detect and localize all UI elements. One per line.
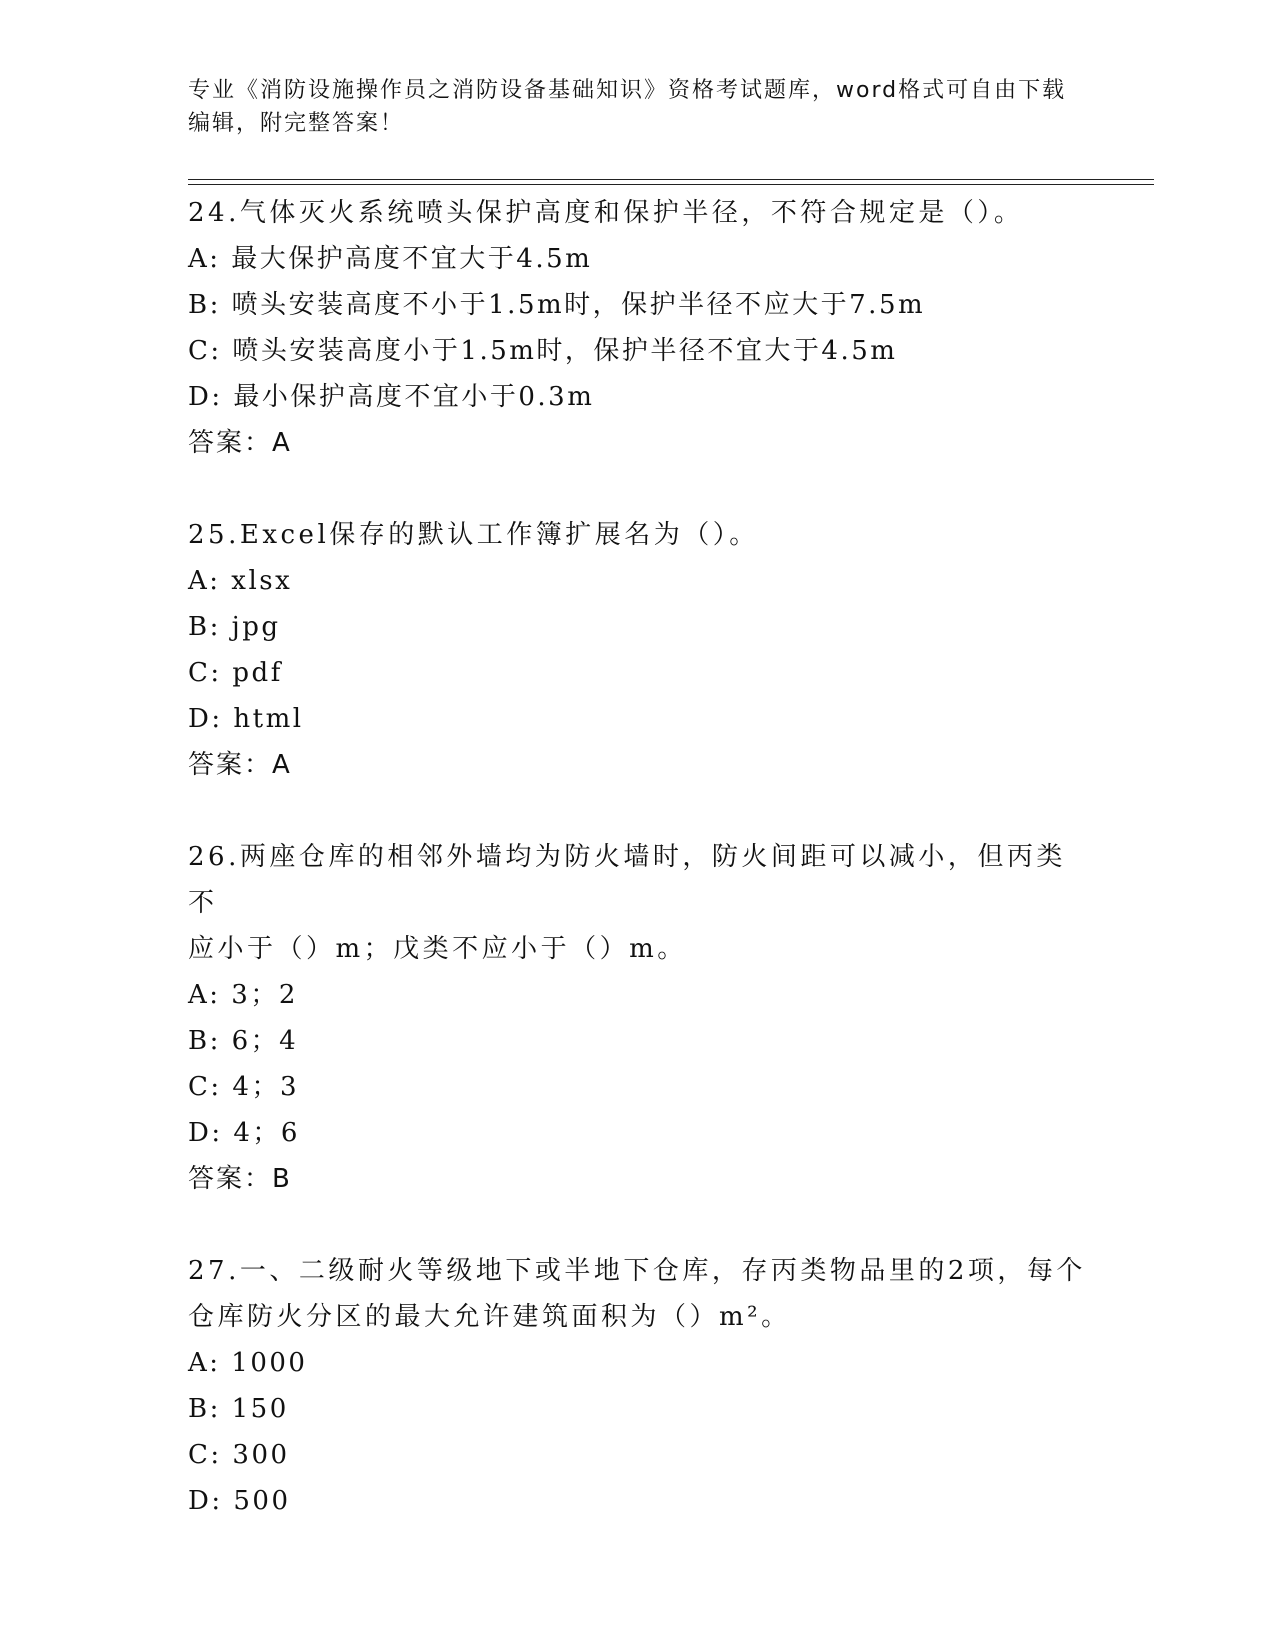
option-b: B: 喷头安装高度不小于1.5m时，保护半径不应大于7.5m (188, 290, 926, 320)
header-divider-top (188, 179, 1154, 180)
option-a: A: 3；2 (188, 980, 298, 1010)
option-d: D: 最小保护高度不宜小于0.3m (188, 382, 595, 412)
question-26 (188, 834, 1088, 1202)
answer-label: 答案：B (188, 1164, 292, 1194)
question-stem-line-2: 应小于（）m；戊类不应小于（）m。 (188, 934, 687, 964)
option-b: B: 150 (188, 1394, 289, 1424)
question-stem: 24.气体灭火系统喷头保护高度和保护半径，不符合规定是（）。 (188, 198, 1024, 228)
document-intro: 专业《消防设施操作员之消防设备基础知识》资格考试题库，word格式可自由下载编辑，附完整答案！ (188, 78, 1067, 136)
option-b: B: jpg (188, 612, 281, 642)
option-c: C: 300 (188, 1440, 290, 1470)
option-d: D: 4；6 (188, 1118, 300, 1148)
option-a: A: 1000 (188, 1348, 308, 1378)
spacer (188, 788, 1088, 834)
question-list (188, 190, 1088, 1524)
question-25 (188, 512, 1088, 788)
answer-label: 答案：A (188, 750, 292, 780)
spacer (188, 1202, 1088, 1248)
question-24 (188, 190, 1088, 466)
option-a: A: 最大保护高度不宜大于4.5m (188, 244, 593, 274)
option-c: C: 4；3 (188, 1072, 300, 1102)
question-27 (188, 1248, 1088, 1524)
question-stem: 25.Excel保存的默认工作簿扩展名为（）。 (188, 520, 759, 550)
option-a: A: xlsx (188, 566, 293, 596)
option-b: B: 6；4 (188, 1026, 299, 1056)
question-stem-line-1: 26.两座仓库的相邻外墙均为防火墙时，防火间距可以减小，但丙类不 (188, 842, 1066, 918)
question-stem-line-2: 仓库防火分区的最大允许建筑面积为（）m²。 (188, 1302, 791, 1332)
option-c: C: pdf (188, 658, 283, 688)
option-c: C: 喷头安装高度小于1.5m时，保护半径不宜大于4.5m (188, 336, 898, 366)
question-stem-line-1: 27.一、二级耐火等级地下或半地下仓库，存丙类物品里的2项，每个 (188, 1256, 1086, 1286)
spacer (188, 466, 1088, 512)
answer-label: 答案：A (188, 428, 292, 458)
header-divider-bottom (188, 184, 1154, 185)
option-d: D: html (188, 704, 304, 734)
option-d: D: 500 (188, 1486, 291, 1516)
